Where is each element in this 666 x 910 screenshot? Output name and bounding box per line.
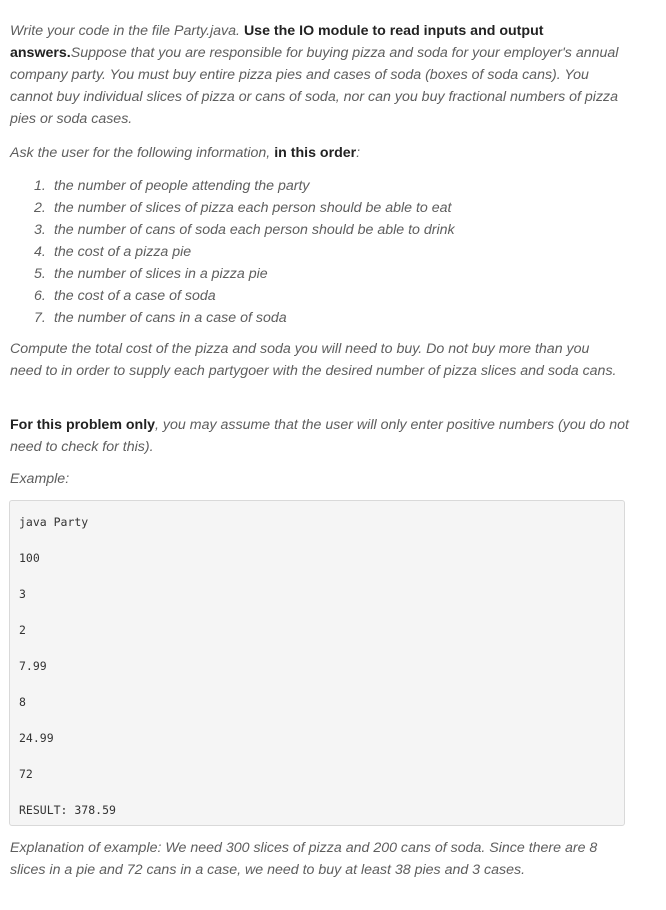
compute-paragraph: Compute the total cost of the pizza and soda you will need to buy. Do not buy more than you need to in order to supply each partygoer with the desired number of pizza slices and soda cans. xyxy=(10,341,617,379)
code-line-result: RESULT: 378.59 xyxy=(19,803,116,817)
code-line: 72 xyxy=(19,767,33,781)
code-line: 2 xyxy=(19,623,26,637)
list-item: 3. the number of cans of soda each person should be able to drink xyxy=(34,222,455,238)
ask-tail: : xyxy=(356,145,361,161)
note-text: , you may assume that the user will only enter positive numbers (you do not need to check for this). xyxy=(10,417,629,455)
intro-text-1: Write your code in the file Party.java. xyxy=(10,23,244,39)
intro-paragraph xyxy=(10,20,630,130)
list-item: 5. the number of slices in a pizza pie xyxy=(34,266,268,282)
code-line: 3 xyxy=(19,587,26,601)
note-paragraph xyxy=(10,414,630,458)
list-item: 1. the number of people attending the party xyxy=(34,178,310,194)
list-item: 2. the number of slices of pizza each person should be able to eat xyxy=(34,200,452,216)
code-line: 24.99 xyxy=(19,731,54,745)
example-code-block xyxy=(9,500,625,826)
code-line: 100 xyxy=(19,551,40,565)
list-item: 7. the number of cans in a case of soda xyxy=(34,310,287,326)
intro-text-2: Suppose that you are responsible for buying pizza and soda for your employer's annual company party. You must buy entire pizza pies and cases of soda (boxes of soda cans). You cannot buy individual slices of pizza or cans of soda, nor can you buy fractional numbers of pizza pies or soda cases. xyxy=(10,45,619,127)
example-label: Example: xyxy=(10,471,70,487)
ask-paragraph xyxy=(10,142,630,164)
ask-text: Ask the user for the following information, xyxy=(10,145,275,161)
list-item: 6. the cost of a case of soda xyxy=(34,288,216,304)
explanation-paragraph: Explanation of example: We need 300 slices of pizza and 200 cans of soda. Since there are 8 slices in a pie and 72 cans in a case, we need to buy at least 38 pies and 3 cases. xyxy=(10,840,598,878)
list-item: 4. the cost of a pizza pie xyxy=(34,244,192,260)
note-bold: For this problem only xyxy=(10,417,156,433)
code-line: java Party xyxy=(19,515,89,529)
code-line: 7.99 xyxy=(19,659,47,673)
code-line: 8 xyxy=(19,695,26,709)
ask-bold: in this order xyxy=(274,145,357,161)
input-steps-list xyxy=(34,175,455,329)
intro-bold-instruction: Use the IO module to read inputs and output answers. xyxy=(10,23,544,61)
